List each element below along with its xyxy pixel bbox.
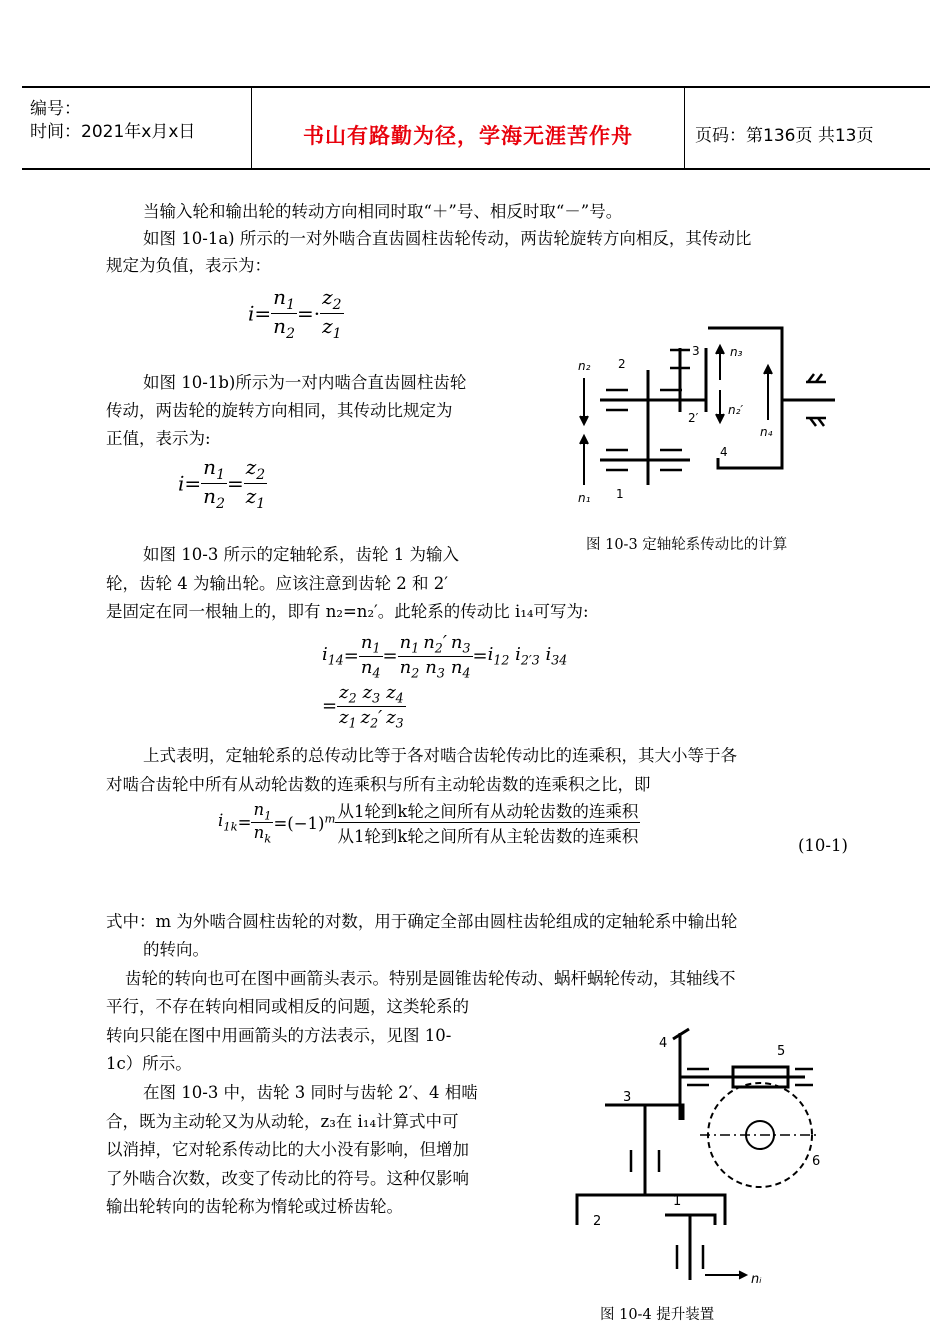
paragraph-1: 当输入轮和输出轮的转动方向相同时取“＋”号、相反时取“－”号。 [143, 202, 623, 221]
label-n2prime: n₂′ [728, 403, 744, 417]
paragraph-5-line-2: 对啮合齿轮中所有从动轮齿数的连乘积与所有主动轮齿数的连乘积之比，即 [106, 775, 651, 794]
label-n3: n₃ [730, 345, 743, 359]
paragraph-4-line-2: 轮，齿轮 4 为输出轮。应该注意到齿轮 2 和 2′ [106, 574, 448, 593]
paragraph-3-line-3: 正值，表示为: [106, 429, 211, 448]
paragraph-7-line-1: 齿轮的转向也可在图中画箭头表示。特别是圆锥齿轮传动、蜗杆蜗轮传动，其轴线不 [125, 969, 736, 988]
paragraph-8-line-5: 输出轮转向的齿轮称为惰轮或过桥齿轮。 [106, 1197, 403, 1216]
paragraph-5-line-1: 上式表明，定轴轮系的总传动比等于各对啮合齿轮传动比的连乘积，其大小等于各 [143, 746, 737, 765]
paragraph-8-line-4: 了外啮合次数，改变了传动比的符号。这种仅影响 [106, 1169, 469, 1188]
label-4: 4 [659, 1036, 668, 1051]
formula-eq2: i= $\frac{n_1}{n_2}$ = $\frac{z_2}{z_1}$ [178, 455, 266, 512]
time-label: 时间：2021年x月x日 [30, 122, 196, 142]
label-n1: n₁ [578, 491, 591, 505]
paragraph-8-line-1: 在图 10-3 中，齿轮 3 同时与齿轮 2′、4 相啮 [143, 1083, 478, 1102]
number-label: 编号： [30, 99, 81, 119]
page-info: 页码：第136页 共13页 [695, 126, 874, 146]
paragraph-4-line-1: 如图 10-3 所示的定轴轮系，齿轮 1 为输入 [143, 545, 460, 564]
paragraph-2-line-1: 如图 10-1a) 所示的一对外啮合直齿圆柱齿轮传动，两齿轮旋转方向相反，其传动比 [143, 229, 752, 248]
label-1: 1 [616, 487, 624, 501]
paragraph-3-line-2: 传动，两齿轮的旋转方向相同，其传动比规定为 [106, 401, 453, 420]
input-arrowhead [739, 1271, 747, 1279]
label-2prime: 2′ [688, 411, 699, 425]
label-n4: n₄ [760, 425, 773, 439]
formula-eq4: $i_{1k}=$ $\frac{n_1}{n_k}$ $=(-1)^m$ $\frac{\text{从1轮到k轮之间所有从动轮齿数的连乘积}}{\text{从1轮到k轮之间所有从主轮齿数的连乘积}}$ [218, 799, 639, 846]
paragraph-6-line-2: 的转向。 [143, 940, 209, 959]
eq4-denominator: 从1轮到k轮之间所有从主轮齿数的连乘积 [337, 827, 639, 846]
figure-10-4-hoist [565, 1025, 865, 1295]
label-1: 1 [673, 1194, 682, 1209]
paragraph-7-line-2: 平行，不存在转向相同或相反的问题，这类轮系的 [106, 997, 469, 1016]
paragraph-8-line-3: 以消掉，它对轮系传动比的大小没有影响，但增加 [106, 1140, 469, 1159]
formula-eq1: i= $\frac{n_1}{n_2}$ =· $\frac{z_2}{z_1}$ [248, 285, 342, 342]
label-nI: nᵢ [751, 1272, 762, 1287]
label-3: 3 [692, 344, 700, 358]
formula-eq3-line-2: = $\frac{z_2}{z_1}$ $\frac{z_3}{z_2'}$ $\frac{z_4}{z_3}$ [322, 682, 404, 731]
paragraph-3-line-1: 如图 10-1b)所示为一对内啮合直齿圆柱齿轮 [143, 373, 467, 392]
label-2: 2 [618, 357, 626, 371]
figure-10-4-caption: 图 10-4 提升装置 [600, 1307, 715, 1323]
label-3: 3 [623, 1090, 632, 1105]
equation-number: (10-1) [798, 836, 848, 855]
label-4: 4 [720, 445, 728, 459]
label-2: 2 [593, 1214, 602, 1229]
figure-10-3-gear-train [570, 320, 850, 515]
paragraph-8-line-2: 合，既为主动轮又为从动轮，z₃在 i₁₄计算式中可 [106, 1112, 459, 1131]
label-5: 5 [777, 1044, 786, 1059]
paragraph-2-line-2: 规定为负值，表示为： [106, 256, 271, 275]
paragraph-7-line-3: 转向只能在图中用画箭头的方法表示，见图 10- [106, 1026, 452, 1045]
motto: 书山有路勤为径，学海无涯苦作舟 [303, 124, 633, 148]
figure-10-3-caption: 图 10-3 定轴轮系传动比的计算 [586, 537, 788, 553]
formula-eq3-line-1: $i_{14}=$ $\frac{n_1}{n_4}$ = $\frac{n_1}{n_2}$ $\frac{n_2'}{n_3}$ $\frac{n_3}{n_4}$ $=i_{12}$ $i_{2'3}$ $i_{34}$ [322, 632, 568, 681]
header-center-cell [252, 88, 685, 168]
eq4-numerator: 从1轮到k轮之间所有从动轮齿数的连乘积 [335, 798, 640, 823]
paragraph-7-line-4: 1c）所示。 [106, 1054, 192, 1073]
document-header [22, 86, 930, 170]
label-n2: n₂ [578, 359, 591, 373]
header-right-cell [685, 88, 930, 168]
label-6: 6 [812, 1154, 821, 1169]
paragraph-4-line-3: 是固定在同一根轴上的，即有 n₂=n₂′。此轮系的传动比 i₁₄可写为: [106, 602, 589, 621]
header-left-cell [22, 88, 252, 168]
paragraph-6-line-1: 式中：m 为外啮合圆柱齿轮的对数，用于确定全部由圆柱齿轮组成的定轴轮系中输出轮 [106, 912, 738, 931]
